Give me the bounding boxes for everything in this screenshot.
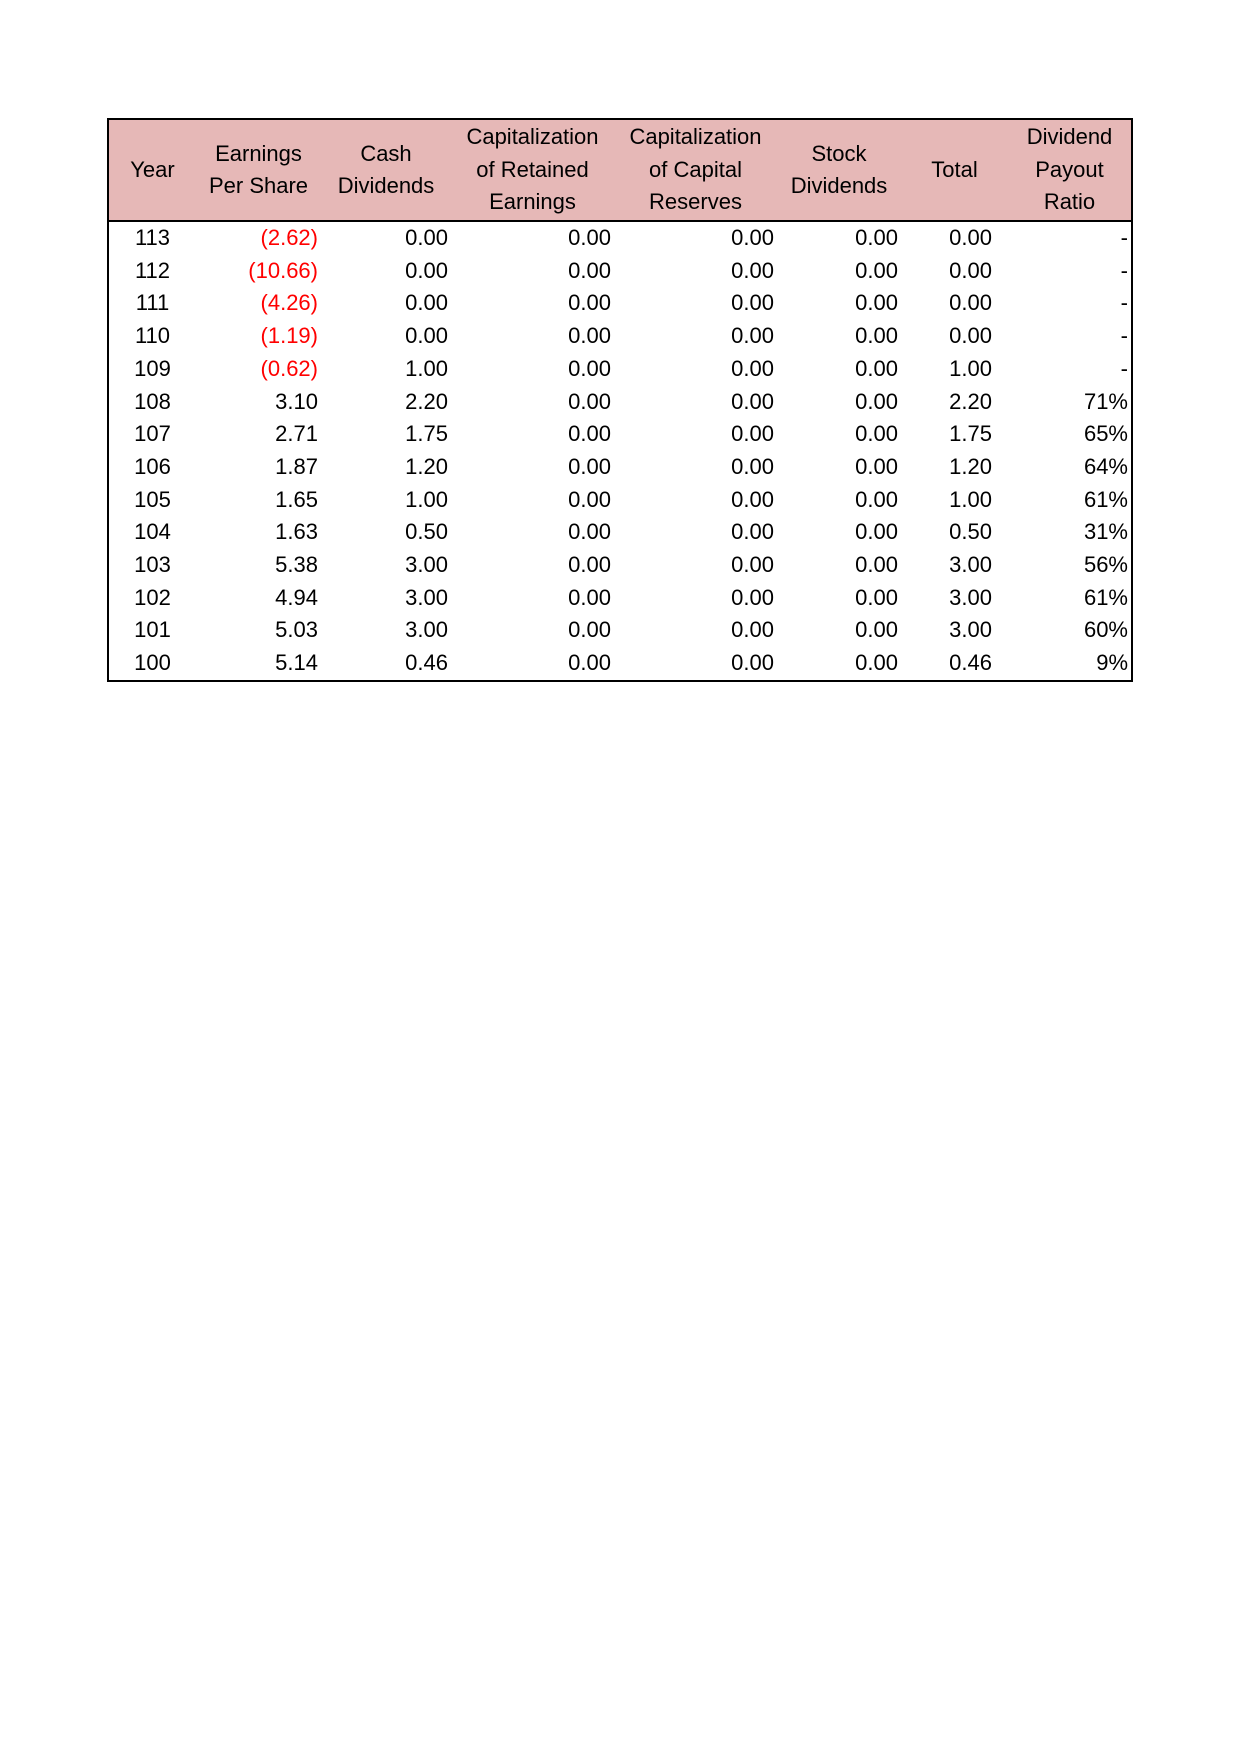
cell-stock-dividends: 0.00 bbox=[855, 650, 898, 676]
table-row bbox=[108, 549, 1132, 582]
cell-stock-dividends: 0.00 bbox=[855, 225, 898, 250]
cell-year: 101 bbox=[134, 617, 171, 643]
header-total bbox=[901, 119, 1008, 221]
table-row bbox=[108, 255, 1132, 288]
header-line: Reserves bbox=[649, 189, 742, 215]
header-line: of Retained bbox=[476, 156, 589, 182]
cell-cap-retained-earnings: 0.00 bbox=[568, 650, 611, 676]
header-line: Dividends bbox=[790, 173, 888, 198]
cell-total: 0.00 bbox=[949, 290, 992, 316]
cell-total: 1.00 bbox=[949, 486, 992, 512]
cell-cap-retained-earnings: 0.00 bbox=[568, 617, 611, 643]
table-row bbox=[108, 484, 1132, 517]
cell-year: 107 bbox=[134, 421, 171, 447]
header-line: Capitalization bbox=[466, 124, 599, 150]
cell-total: 3.00 bbox=[949, 552, 992, 578]
cell-year: 108 bbox=[134, 388, 171, 414]
header-year bbox=[108, 119, 196, 221]
cell-cash-dividends: 3.00 bbox=[405, 617, 448, 643]
cell-year: 110 bbox=[134, 323, 171, 349]
cell-year: 112 bbox=[134, 257, 171, 283]
cell-eps: (0.62) bbox=[260, 355, 318, 381]
cell-cash-dividends: 0.46 bbox=[405, 650, 448, 676]
cell-cash-dividends: 1.00 bbox=[405, 355, 448, 381]
cell-cash-dividends: 1.20 bbox=[405, 453, 448, 479]
header-line: Dividend bbox=[1026, 124, 1113, 150]
table-row bbox=[108, 320, 1132, 353]
cell-cap-capital-reserves: 0.00 bbox=[731, 650, 774, 676]
table-row bbox=[108, 353, 1132, 386]
header-line: Per Share bbox=[208, 173, 309, 198]
cell-payout-ratio: 65% bbox=[1083, 421, 1128, 447]
cell-eps: 1.63 bbox=[275, 519, 318, 545]
cell-cash-dividends: 2.20 bbox=[405, 388, 448, 414]
cell-eps: (10.66) bbox=[248, 257, 318, 283]
table-body bbox=[108, 221, 1132, 681]
cell-payout-ratio: 60% bbox=[1083, 617, 1128, 643]
cell-year: 100 bbox=[134, 650, 171, 676]
cell-cap-retained-earnings: 0.00 bbox=[568, 584, 611, 610]
cell-total: 3.00 bbox=[949, 617, 992, 643]
cell-cap-capital-reserves: 0.00 bbox=[731, 323, 774, 349]
cell-stock-dividends: 0.00 bbox=[855, 323, 898, 349]
cell-year: 113 bbox=[134, 225, 171, 250]
cell-payout-ratio: 64% bbox=[1083, 453, 1128, 479]
header-line: Earnings bbox=[489, 189, 576, 215]
cell-stock-dividends: 0.00 bbox=[855, 355, 898, 381]
table-row bbox=[108, 418, 1132, 451]
cell-cap-capital-reserves: 0.00 bbox=[731, 453, 774, 479]
cell-eps: (4.26) bbox=[260, 290, 318, 316]
cell-cap-capital-reserves: 0.00 bbox=[731, 421, 774, 447]
table-row bbox=[108, 516, 1132, 549]
cell-cash-dividends: 0.00 bbox=[405, 257, 448, 283]
cell-total: 1.00 bbox=[949, 355, 992, 381]
cell-payout-ratio: 61% bbox=[1083, 486, 1128, 512]
cell-cap-capital-reserves: 0.00 bbox=[731, 257, 774, 283]
cell-stock-dividends: 0.00 bbox=[855, 421, 898, 447]
cell-total: 0.46 bbox=[949, 650, 992, 676]
table-row bbox=[108, 287, 1132, 320]
cell-year: 106 bbox=[134, 453, 171, 479]
cell-stock-dividends: 0.00 bbox=[855, 617, 898, 643]
cell-cap-capital-reserves: 0.00 bbox=[731, 617, 774, 643]
cell-cap-retained-earnings: 0.00 bbox=[568, 421, 611, 447]
cell-eps: 3.10 bbox=[275, 388, 318, 414]
table-row bbox=[108, 221, 1132, 255]
cell-payout-ratio: 71% bbox=[1083, 388, 1128, 414]
cell-payout-ratio: - bbox=[1120, 323, 1128, 349]
cell-payout-ratio: - bbox=[1120, 257, 1128, 283]
cell-cash-dividends: 0.00 bbox=[405, 225, 448, 250]
cell-eps: 2.71 bbox=[275, 421, 318, 447]
cell-total: 2.20 bbox=[949, 388, 992, 414]
cell-eps: 1.87 bbox=[275, 453, 318, 479]
cell-cash-dividends: 1.75 bbox=[405, 421, 448, 447]
table-row bbox=[108, 614, 1132, 647]
cell-total: 0.00 bbox=[949, 323, 992, 349]
cell-eps: 1.65 bbox=[275, 486, 318, 512]
cell-stock-dividends: 0.00 bbox=[855, 486, 898, 512]
header-line: Cash bbox=[360, 140, 412, 166]
cell-cash-dividends: 3.00 bbox=[405, 584, 448, 610]
cell-cap-capital-reserves: 0.00 bbox=[731, 225, 774, 250]
cell-cap-capital-reserves: 0.00 bbox=[731, 519, 774, 545]
cell-eps: (1.19) bbox=[260, 323, 318, 349]
cell-total: 0.50 bbox=[949, 519, 992, 545]
cell-stock-dividends: 0.00 bbox=[855, 388, 898, 414]
cell-total: 3.00 bbox=[949, 584, 992, 610]
cell-total: 1.75 bbox=[949, 421, 992, 447]
header-row bbox=[108, 119, 1132, 221]
cell-payout-ratio: - bbox=[1120, 290, 1128, 316]
cell-cash-dividends: 1.00 bbox=[405, 486, 448, 512]
header-stock-dividends bbox=[777, 119, 901, 221]
cell-stock-dividends: 0.00 bbox=[855, 552, 898, 578]
cell-cap-capital-reserves: 0.00 bbox=[731, 552, 774, 578]
cell-cap-capital-reserves: 0.00 bbox=[731, 290, 774, 316]
header-line: Ratio bbox=[1043, 189, 1096, 215]
header-eps bbox=[196, 119, 321, 221]
table-row bbox=[108, 386, 1132, 419]
cell-cash-dividends: 0.50 bbox=[405, 519, 448, 545]
cell-cap-retained-earnings: 0.00 bbox=[568, 453, 611, 479]
header-payout-ratio bbox=[1008, 119, 1132, 221]
header-cap-capital-reserves bbox=[614, 119, 777, 221]
header-line: Stock bbox=[811, 140, 867, 166]
cell-payout-ratio: - bbox=[1120, 225, 1128, 250]
cell-payout-ratio: 9% bbox=[1096, 650, 1128, 676]
cell-year: 109 bbox=[134, 355, 171, 381]
header-line: Year bbox=[130, 156, 175, 182]
cell-year: 111 bbox=[135, 290, 170, 316]
cell-eps: (2.62) bbox=[260, 225, 318, 250]
cell-stock-dividends: 0.00 bbox=[855, 453, 898, 479]
cell-year: 103 bbox=[134, 552, 171, 578]
cell-payout-ratio: 61% bbox=[1083, 584, 1128, 610]
cell-cap-retained-earnings: 0.00 bbox=[568, 388, 611, 414]
cell-cap-retained-earnings: 0.00 bbox=[568, 225, 611, 250]
cell-cap-retained-earnings: 0.00 bbox=[568, 323, 611, 349]
cell-stock-dividends: 0.00 bbox=[855, 584, 898, 610]
header-line: Payout bbox=[1035, 156, 1104, 182]
table-row bbox=[108, 451, 1132, 484]
header-line: Total bbox=[931, 156, 978, 182]
dividend-table bbox=[107, 118, 1133, 682]
cell-payout-ratio: 31% bbox=[1083, 519, 1128, 545]
cell-payout-ratio: - bbox=[1120, 355, 1128, 381]
cell-eps: 5.14 bbox=[275, 650, 318, 676]
cell-cap-retained-earnings: 0.00 bbox=[568, 290, 611, 316]
cell-payout-ratio: 56% bbox=[1083, 552, 1128, 578]
table-row bbox=[108, 647, 1132, 681]
header-line: Dividends bbox=[337, 173, 435, 198]
cell-eps: 4.94 bbox=[275, 584, 318, 610]
cell-cap-retained-earnings: 0.00 bbox=[568, 486, 611, 512]
cell-year: 105 bbox=[134, 486, 171, 512]
header-line: Capitalization bbox=[629, 124, 762, 150]
cell-total: 1.20 bbox=[949, 453, 992, 479]
table-header bbox=[108, 119, 1132, 221]
cell-cap-capital-reserves: 0.00 bbox=[731, 584, 774, 610]
cell-cap-retained-earnings: 0.00 bbox=[568, 519, 611, 545]
header-line: of Capital bbox=[649, 156, 742, 182]
cell-cap-retained-earnings: 0.00 bbox=[568, 355, 611, 381]
cell-cap-retained-earnings: 0.00 bbox=[568, 257, 611, 283]
cell-cash-dividends: 0.00 bbox=[405, 290, 448, 316]
cell-cap-capital-reserves: 0.00 bbox=[731, 388, 774, 414]
cell-stock-dividends: 0.00 bbox=[855, 519, 898, 545]
header-cash-dividends bbox=[321, 119, 451, 221]
cell-total: 0.00 bbox=[949, 257, 992, 283]
cell-stock-dividends: 0.00 bbox=[855, 290, 898, 316]
cell-stock-dividends: 0.00 bbox=[855, 257, 898, 283]
cell-year: 104 bbox=[134, 519, 171, 545]
cell-eps: 5.38 bbox=[275, 552, 318, 578]
cell-cash-dividends: 3.00 bbox=[405, 552, 448, 578]
cell-year: 102 bbox=[134, 584, 171, 610]
cell-cap-retained-earnings: 0.00 bbox=[568, 552, 611, 578]
header-cap-retained-earnings bbox=[451, 119, 614, 221]
cell-eps: 5.03 bbox=[275, 617, 318, 643]
table-row bbox=[108, 582, 1132, 615]
cell-cap-capital-reserves: 0.00 bbox=[731, 355, 774, 381]
cell-cap-capital-reserves: 0.00 bbox=[731, 486, 774, 512]
dividend-table-sheet bbox=[107, 118, 1131, 682]
cell-cash-dividends: 0.00 bbox=[405, 323, 448, 349]
header-line: Earnings bbox=[215, 140, 302, 166]
cell-total: 0.00 bbox=[949, 225, 992, 250]
